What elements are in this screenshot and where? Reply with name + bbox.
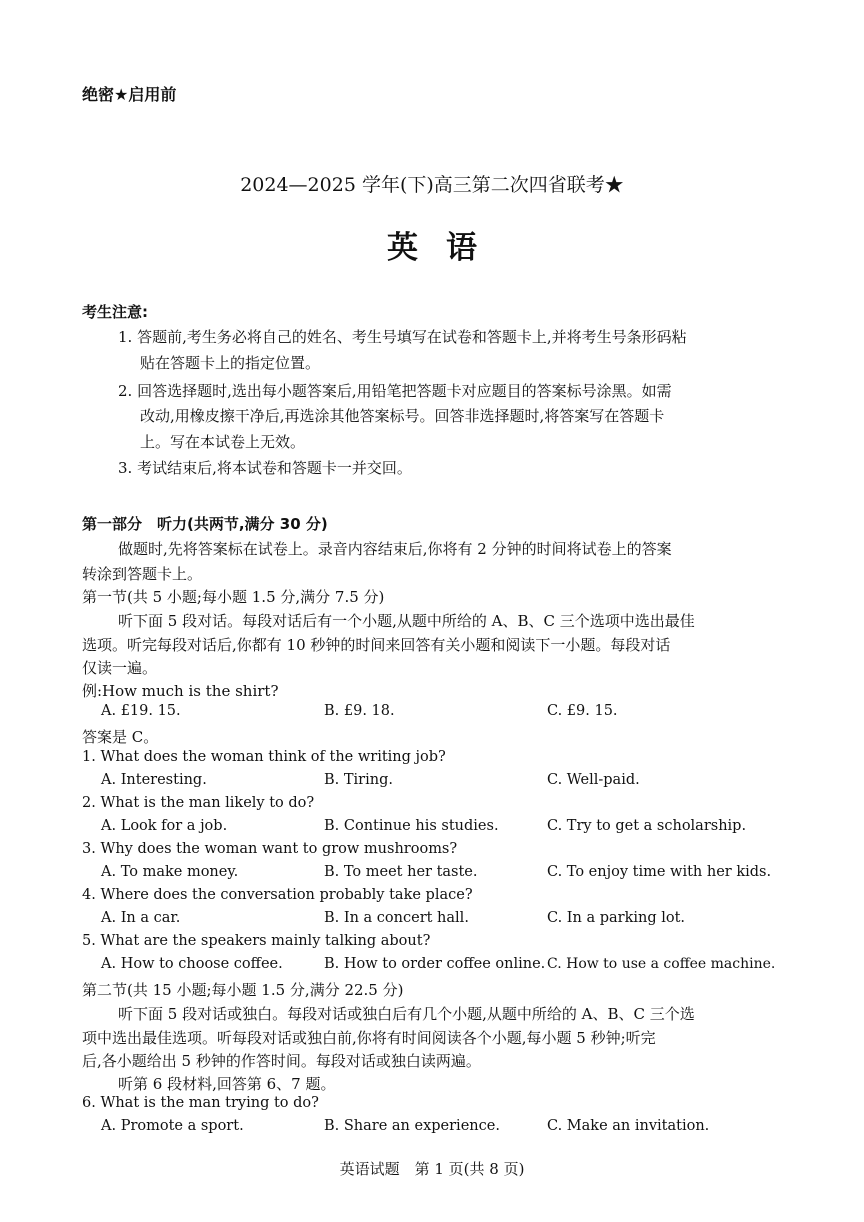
question-4: 4. Where does the conversation probably take place? bbox=[82, 887, 473, 903]
notice-heading: 考生注意: bbox=[82, 303, 148, 321]
example-answer: 答案是 C。 bbox=[82, 728, 159, 746]
section2-instruction-line: 后,各小题给出 5 秒钟的作答时间。每段对话或独白读两遍。 bbox=[82, 1052, 481, 1070]
notice-line: 改动,用橡皮擦干净后,再选涂其他答案标号。回答非选择题时,将答案写在答题卡 bbox=[140, 407, 665, 425]
page-footer: 英语试题 第 1 页(共 8 页) bbox=[339, 1160, 525, 1178]
q3-option-a: A. To make money. bbox=[101, 864, 239, 880]
example-question: 例:How much is the shirt? bbox=[82, 682, 279, 700]
question-2: 2. What is the man likely to do? bbox=[82, 795, 315, 811]
q1-option-c: C. Well-paid. bbox=[547, 772, 640, 788]
q4-option-a: A. In a car. bbox=[101, 910, 181, 926]
q2-option-a: A. Look for a job. bbox=[101, 818, 228, 834]
q5-option-a: A. How to choose coffee. bbox=[101, 956, 283, 972]
q6-option-a: A. Promote a sport. bbox=[101, 1118, 244, 1134]
section1-instruction-line: 选项。听完每段对话后,你都有 10 秒钟的时间来回答有关小题和阅读下一小题。每段对话 bbox=[82, 636, 671, 654]
notice-line: 3. 考试结束后,将本试卷和答题卡一并交回。 bbox=[118, 459, 412, 477]
question-6: 6. What is the man trying to do? bbox=[82, 1095, 319, 1111]
exam-title: 2024—2025 学年(下)高三第二次四省联考★ bbox=[240, 174, 624, 196]
part1-heading: 第一部分 听力(共两节,满分 30 分) bbox=[82, 515, 328, 533]
material-note: 听第 6 段材料,回答第 6、7 题。 bbox=[118, 1075, 336, 1093]
question-1: 1. What does the woman think of the writing job? bbox=[82, 749, 446, 765]
example-option-a: A. £19. 15. bbox=[101, 703, 181, 719]
notice-line: 贴在答题卡上的指定位置。 bbox=[140, 354, 321, 372]
q1-option-a: A. Interesting. bbox=[101, 772, 207, 788]
q5-option-b: B. How to order coffee online. bbox=[324, 956, 546, 972]
question-5: 5. What are the speakers mainly talking about? bbox=[82, 933, 431, 949]
example-option-b: B. £9. 18. bbox=[324, 703, 395, 719]
q4-option-c: C. In a parking lot. bbox=[547, 910, 686, 926]
q1-option-b: B. Tiring. bbox=[324, 772, 393, 788]
example-option-c: C. £9. 15. bbox=[547, 703, 618, 719]
notice-line: 上。写在本试卷上无效。 bbox=[140, 433, 306, 451]
q2-option-c: C. Try to get a scholarship. bbox=[547, 818, 747, 834]
part1-intro-line: 转涂到答题卡上。 bbox=[82, 565, 203, 583]
q6-option-c: C. Make an invitation. bbox=[547, 1118, 710, 1134]
notice-line: 2. 回答选择题时,选出每小题答案后,用铅笔把答题卡对应题目的答案标号涂黑。如需 bbox=[118, 382, 672, 400]
confidential-label: 绝密★启用前 bbox=[82, 85, 177, 104]
part1-intro-line: 做题时,先将答案标在试卷上。录音内容结束后,你将有 2 分钟的时间将试卷上的答案 bbox=[118, 540, 672, 558]
q6-option-b: B. Share an experience. bbox=[324, 1118, 500, 1134]
q4-option-b: B. In a concert hall. bbox=[324, 910, 469, 926]
section1-instruction-line: 听下面 5 段对话。每段对话后有一个小题,从题中所给的 A、B、C 三个选项中选出最佳 bbox=[118, 612, 695, 630]
subject-title: 英语 bbox=[387, 230, 505, 266]
section1-heading: 第一节(共 5 小题;每小题 1.5 分,满分 7.5 分) bbox=[82, 588, 385, 606]
notice-line: 1. 答题前,考生务必将自己的姓名、考生号填写在试卷和答题卡上,并将考生号条形码粘 bbox=[118, 328, 687, 346]
question-3: 3. Why does the woman want to grow mushrooms? bbox=[82, 841, 458, 857]
q3-option-c: C. To enjoy time with her kids. bbox=[547, 864, 772, 880]
section2-instruction-line: 项中选出最佳选项。听每段对话或独白前,你将有时间阅读各个小题,每小题 5 秒钟;听完 bbox=[82, 1029, 656, 1047]
q5-option-c: C. How to use a coffee machine. bbox=[547, 956, 776, 972]
section2-heading: 第二节(共 15 小题;每小题 1.5 分,满分 22.5 分) bbox=[82, 981, 404, 999]
q2-option-b: B. Continue his studies. bbox=[324, 818, 499, 834]
section2-instruction-line: 听下面 5 段对话或独白。每段对话或独白后有几个小题,从题中所给的 A、B、C 三个选 bbox=[118, 1005, 695, 1023]
section1-instruction-line: 仅读一遍。 bbox=[82, 659, 158, 677]
q3-option-b: B. To meet her taste. bbox=[324, 864, 478, 880]
